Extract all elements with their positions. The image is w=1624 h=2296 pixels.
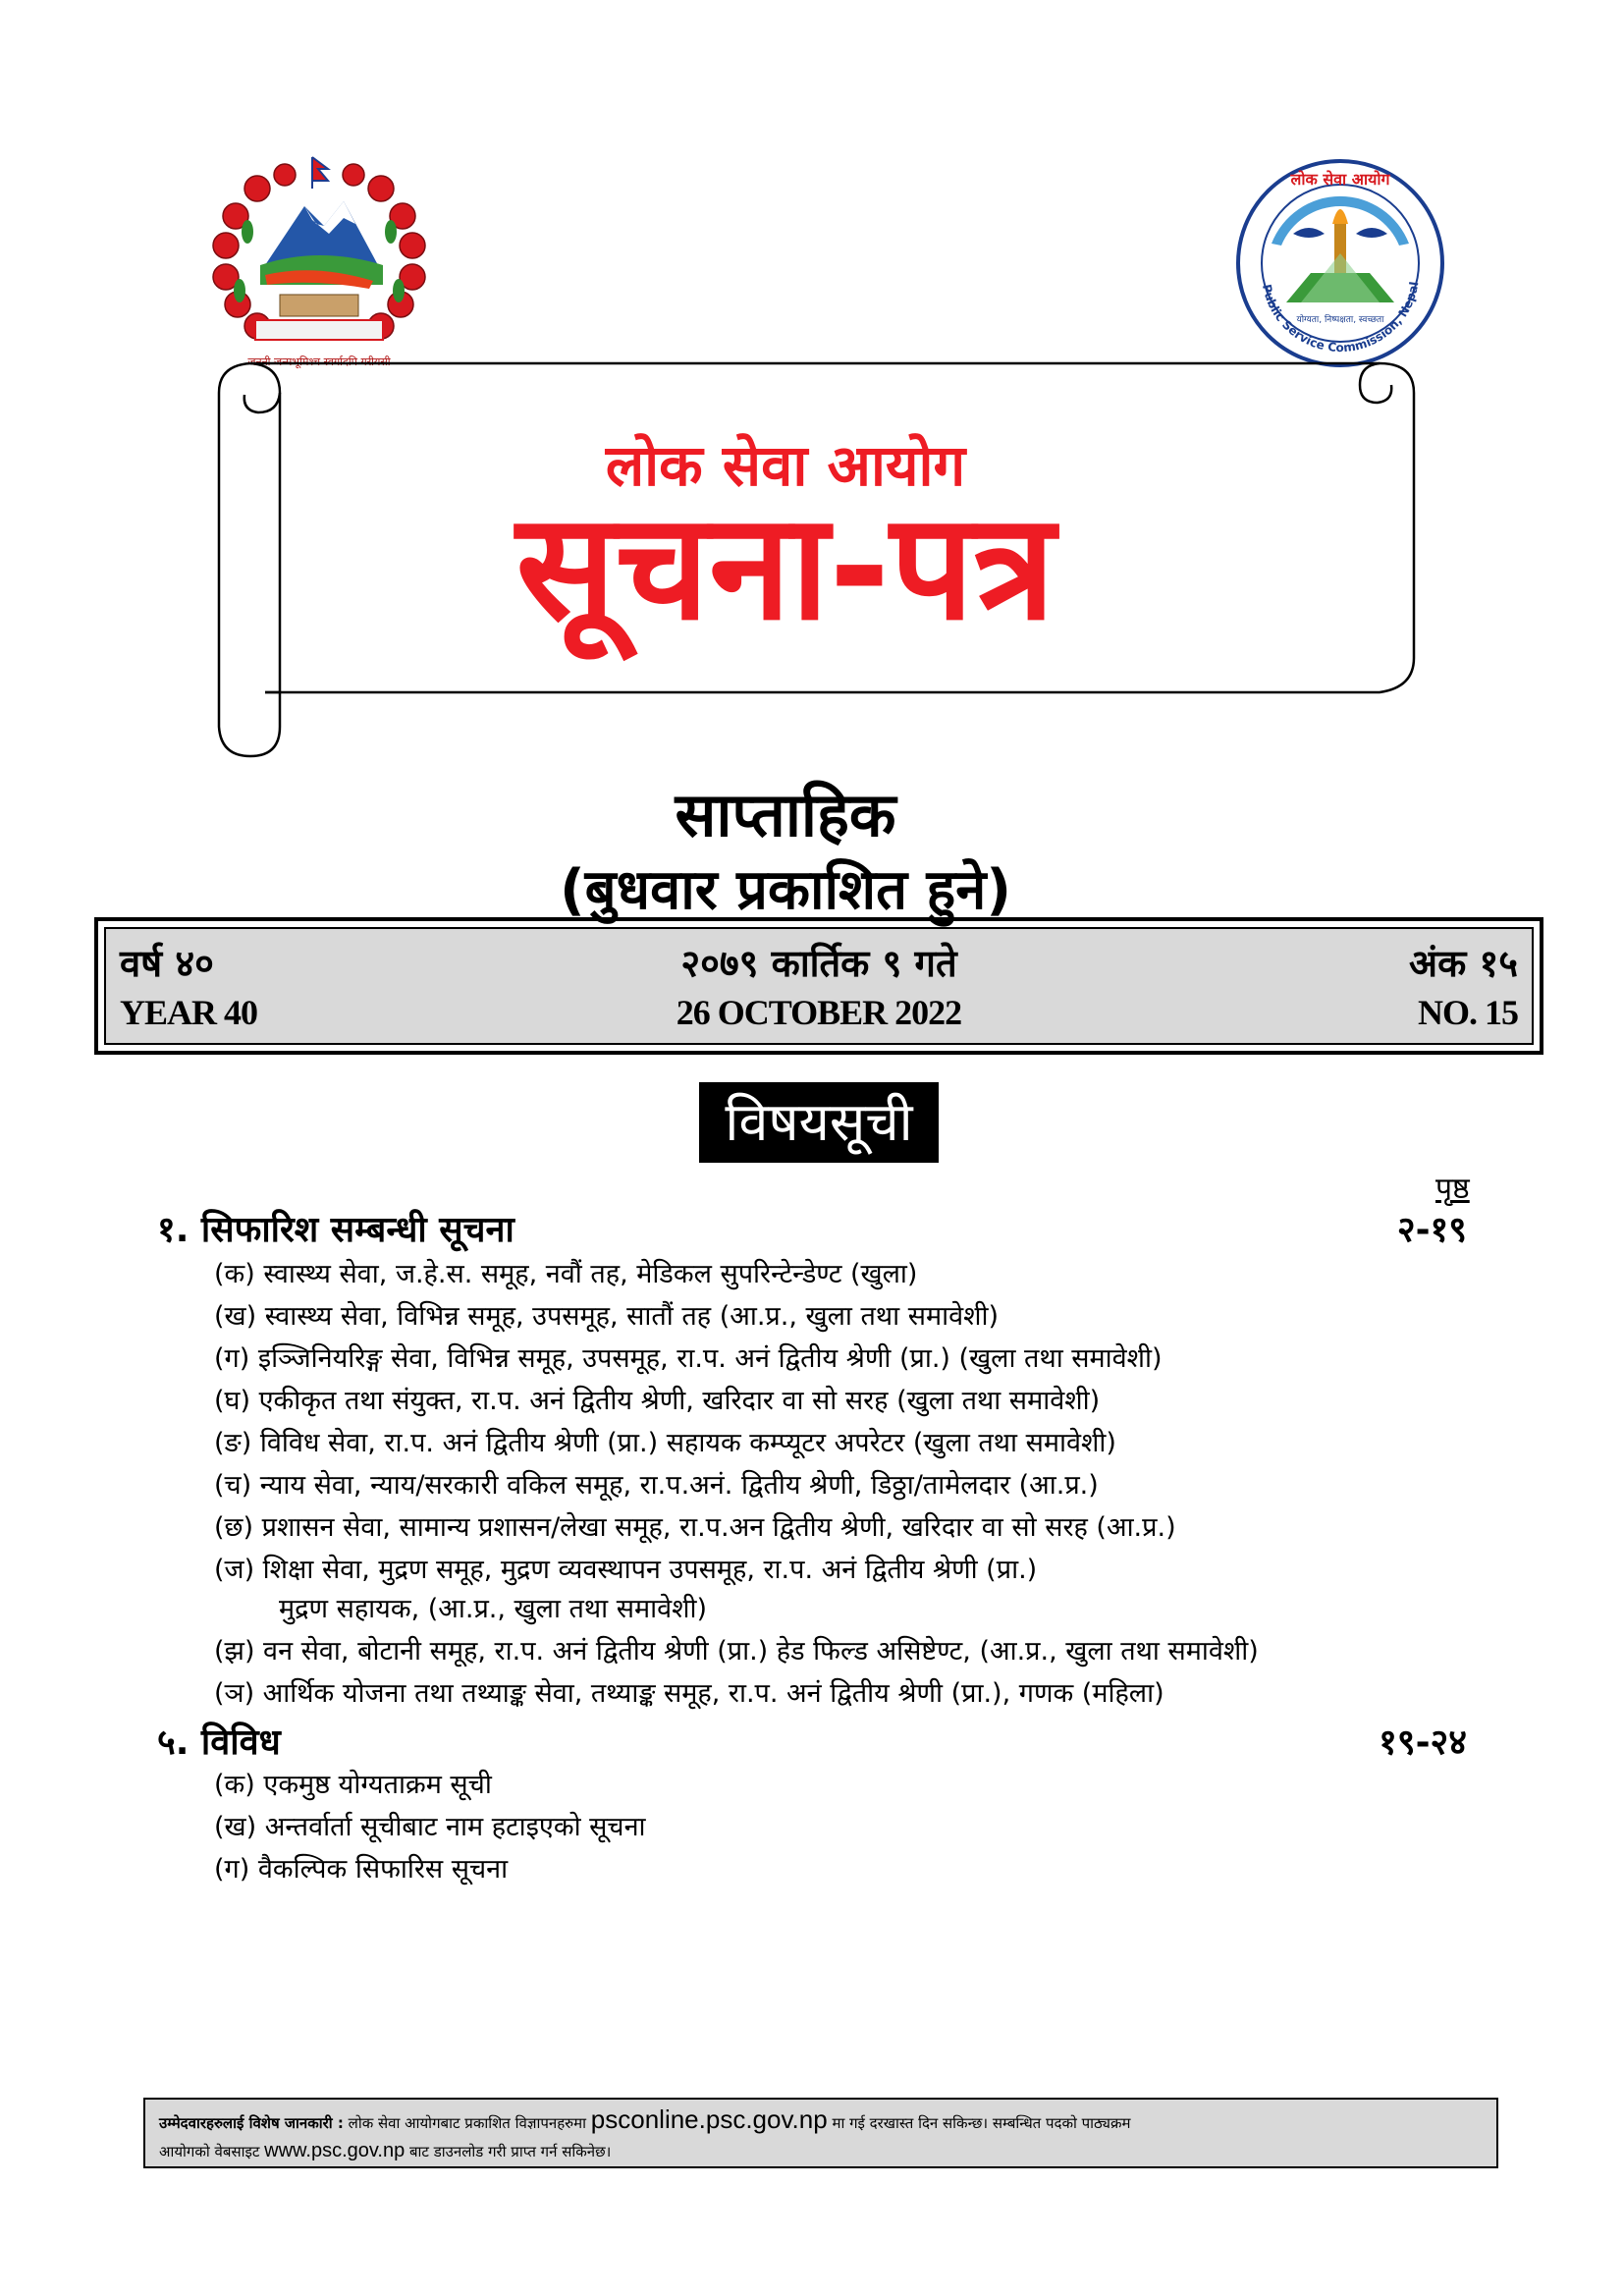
toc-item: (ख) अन्तर्वार्ता सूचीबाट नाम हटाइएको सूचना xyxy=(214,1812,646,1842)
issue-info-box xyxy=(94,917,1543,1055)
toc-item: (ङ) विविध सेवा, रा.प. अनं द्वितीय श्रेणी (प्रा.) सहायक कम्प्यूटर अपरेटर (खुला तथा समावेशी) xyxy=(214,1428,1116,1458)
year-en: YEAR 40 xyxy=(120,993,258,1032)
notice-title: सूचना-पत्र xyxy=(515,482,1056,653)
toc-item: (क) एकमुष्ठ योग्यताक्रम सूची xyxy=(214,1770,492,1800)
section-pages: २-१९ xyxy=(1396,1210,1467,1250)
toc-item: (ञ) आर्थिक योजना तथा तथ्याङ्क सेवा, तथ्याङ्क समूह, रा.प. अनं द्वितीय श्रेणी (प्रा.), गणक (महिला) xyxy=(214,1678,1164,1709)
toc-item: (ग) वैकल्पिक सिफारिस सूचना xyxy=(214,1854,509,1885)
date-np: २०७९ कार्तिक ९ गते xyxy=(680,942,957,985)
footer-label: उम्मेदवारहरुलाई विशेष जानकारी : xyxy=(159,2114,344,2132)
footer-text: बाट डाउनलोड गरी प्राप्त गर्न सकिनेछ। xyxy=(408,2143,612,2160)
toc-item: (क) स्वास्थ्य सेवा, ज.हे.स. समूह, नवौं तह, मेडिकल सुपरिन्टेन्डेण्ट (खुला) xyxy=(214,1259,918,1289)
issue-np: अंक १५ xyxy=(1409,942,1518,985)
psc-logo-motto: योग्यता, निष्पक्षता, स्वच्छता xyxy=(1296,315,1384,325)
section-heading: १. सिफारिश सम्बन्धी सूचना xyxy=(157,1210,514,1250)
psc-website-link[interactable]: www.psc.gov.np xyxy=(264,2140,406,2161)
section-pages: १९-२४ xyxy=(1379,1722,1467,1763)
weekly-label: साप्ताहिक xyxy=(675,779,896,850)
toc-item: (ग) इञ्जिनियरिङ्ग सेवा, विभिन्न समूह, उपसमूह, रा.प. अनं द्वितीय श्रेणी (प्रा.) (खुला तथा समावेशी) xyxy=(214,1343,1163,1374)
footer-text: मा गई दरखास्त दिन सकिन्छ। सम्बन्धित पदको पाठ्यक्रम xyxy=(832,2114,1131,2132)
footer-text: आयोगको वेबसाइट xyxy=(159,2143,260,2160)
nepal-emblem-logo xyxy=(196,147,442,373)
psc-logo-top-text: लोक सेवा आयोग xyxy=(1290,170,1390,189)
toc-item: (च) न्याय सेवा, न्याय/सरकारी वकिल समूह, रा.प.अनं. द्वितीय श्रेणी, डिठ्ठा/तामेलदार (आ.प्र.) xyxy=(214,1470,1099,1501)
toc-item: मुद्रण सहायक, (आ.प्र., खुला तथा समावेशी) xyxy=(279,1594,708,1624)
toc-item: (घ) एकीकृत तथा संयुक्त, रा.प. अनं द्वितीय श्रेणी, खरिदार वा सो सरह (खुला तथा समावेशी) xyxy=(214,1386,1101,1416)
psconline-link[interactable]: psconline.psc.gov.np xyxy=(590,2105,828,2134)
emblem-motto: जननी जन्मभूमिश्च स्वर्गादपि गरीयसी xyxy=(247,355,391,368)
candidate-notice-footer xyxy=(143,2098,1498,2168)
toc-item: (ख) स्वास्थ्य सेवा, विभिन्न समूह, उपसमूह, सातौं तह (आ.प्र., खुला तथा समावेशी) xyxy=(214,1301,999,1332)
toc-item: (झ) वन सेवा, बोटानी समूह, रा.प. अनं द्वितीय श्रेणी (प्रा.) हेड फिल्ड असिष्टेण्ट, (आ.प्र., खुला तथा समावेशी) xyxy=(214,1636,1259,1667)
psc-logo-ring-text: Public Service Commission, Nepal xyxy=(1259,280,1422,355)
toc-title: विषयसूची xyxy=(699,1082,939,1163)
issue-en: NO. 15 xyxy=(1418,993,1518,1032)
year-np: वर्ष ४० xyxy=(120,942,214,985)
psc-logo xyxy=(1232,155,1448,371)
section-heading: ५. विविध xyxy=(157,1722,281,1763)
page-column-label: पृष्ठ xyxy=(1435,1172,1470,1206)
weekly-subtitle: (बुधवार प्रकाशित हुने) xyxy=(560,858,1011,922)
toc-item: (ज) शिक्षा सेवा, मुद्रण समूह, मुद्रण व्यवस्थापन उपसमूह, रा.प. अनं द्वितीय श्रेणी (प्रा.) xyxy=(214,1555,1038,1585)
org-name: लोक सेवा आयोग xyxy=(605,432,966,499)
date-en: 26 OCTOBER 2022 xyxy=(676,993,962,1032)
toc-item: (छ) प्रशासन सेवा, सामान्य प्रशासन/लेखा समूह, रा.प.अन द्वितीय श्रेणी, खरिदार वा सो सरह (आ.प्र.) xyxy=(214,1512,1176,1543)
footer-text: लोक सेवा आयोगबाट प्रकाशित विज्ञापनहरुमा xyxy=(348,2114,586,2132)
